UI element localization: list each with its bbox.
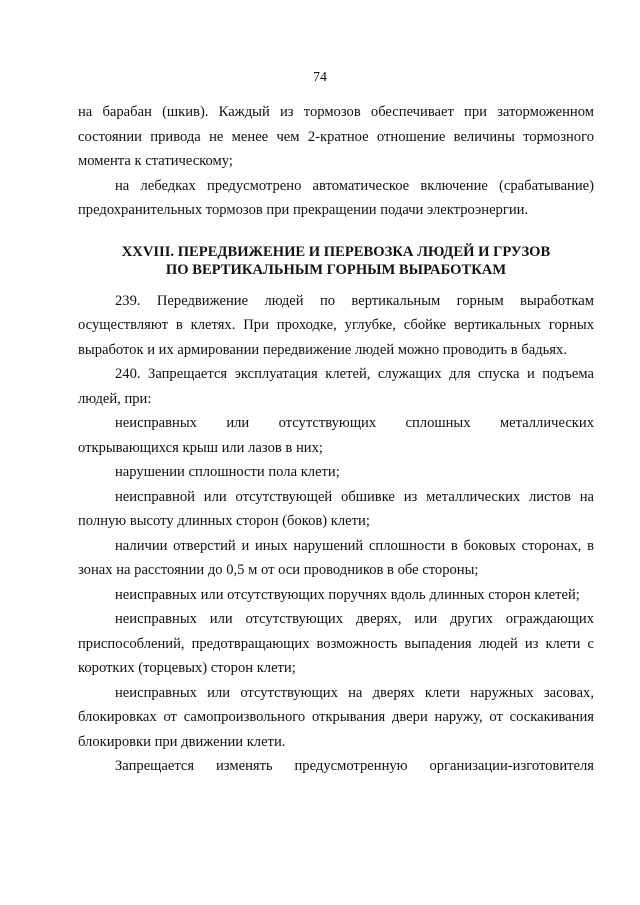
paragraph-240: 240. Запрещается эксплуатация клетей, служащих для спуска и подъема людей, при: [78,366,594,407]
paragraph-continuation: на барабан (шкив). Каждый из тормозов обеспечивает при заторможенном состоянии привода не менее чем 2-кратное отношение величины тормозного момента к статическому; [78,104,594,169]
list-item-sheathing: неисправной или отсутствующей обшивке из металлических листов на полную высоту длинных сторон (боков) клети; [78,488,594,529]
section-heading-line-2: ПО ВЕРТИКАЛЬНЫМ ГОРНЫМ ВЫРАБОТКАМ [165,261,507,278]
document-body [78,100,594,779]
paragraph-239: 239. Передвижение людей по вертикальным горным выработкам осуществляют в клетях. При проходке, углубке, сбойке вертикальных горных выработок и их армировании передвижение людей можно проводить в бадьях. [78,292,594,358]
paragraph-winch-brakes: на лебедках предусмотрено автоматическое включение (срабатывание) предохранительных тормозов при прекращении подачи электроэнергии. [78,177,594,218]
section-heading [78,243,594,279]
list-item-bolts: неисправных или отсутствующих на дверях клети наружных засовах, блокировках от самопроизвольного открывания двери наружу, от соскакивания блокировки при движении клети. [78,684,594,750]
list-item-doors: неисправных или отсутствующих дверях, или других ограждающих приспособлений, предотвращающих возможность выпадения людей из клети с коротких (торцевых) сторон клети; [78,611,594,676]
list-item-handrails: неисправных или отсутствующих поручнях вдоль длинных сторон клетей; [115,586,580,603]
list-item-floor: нарушении сплошности пола клети; [115,464,340,480]
page-number: 74 [313,70,327,85]
paragraph-prohibited-change: Запрещается изменять предусмотренную организации-изготовителя [115,758,594,774]
section-heading-line-1: XXVIII. ПЕРЕДВИЖЕНИЕ И ПЕРЕВОЗКА ЛЮДЕЙ И ГРУЗОВ [121,243,551,260]
list-item-openings: наличии отверстий и иных нарушений сплошности в боковых сторонах, в зонах на расстоянии до 0,5 м от оси проводников в обе стороны; [78,537,594,578]
list-item-roofs: неисправных или отсутствующих сплошных металлических открывающихся крыш или лазов в них; [78,415,594,456]
